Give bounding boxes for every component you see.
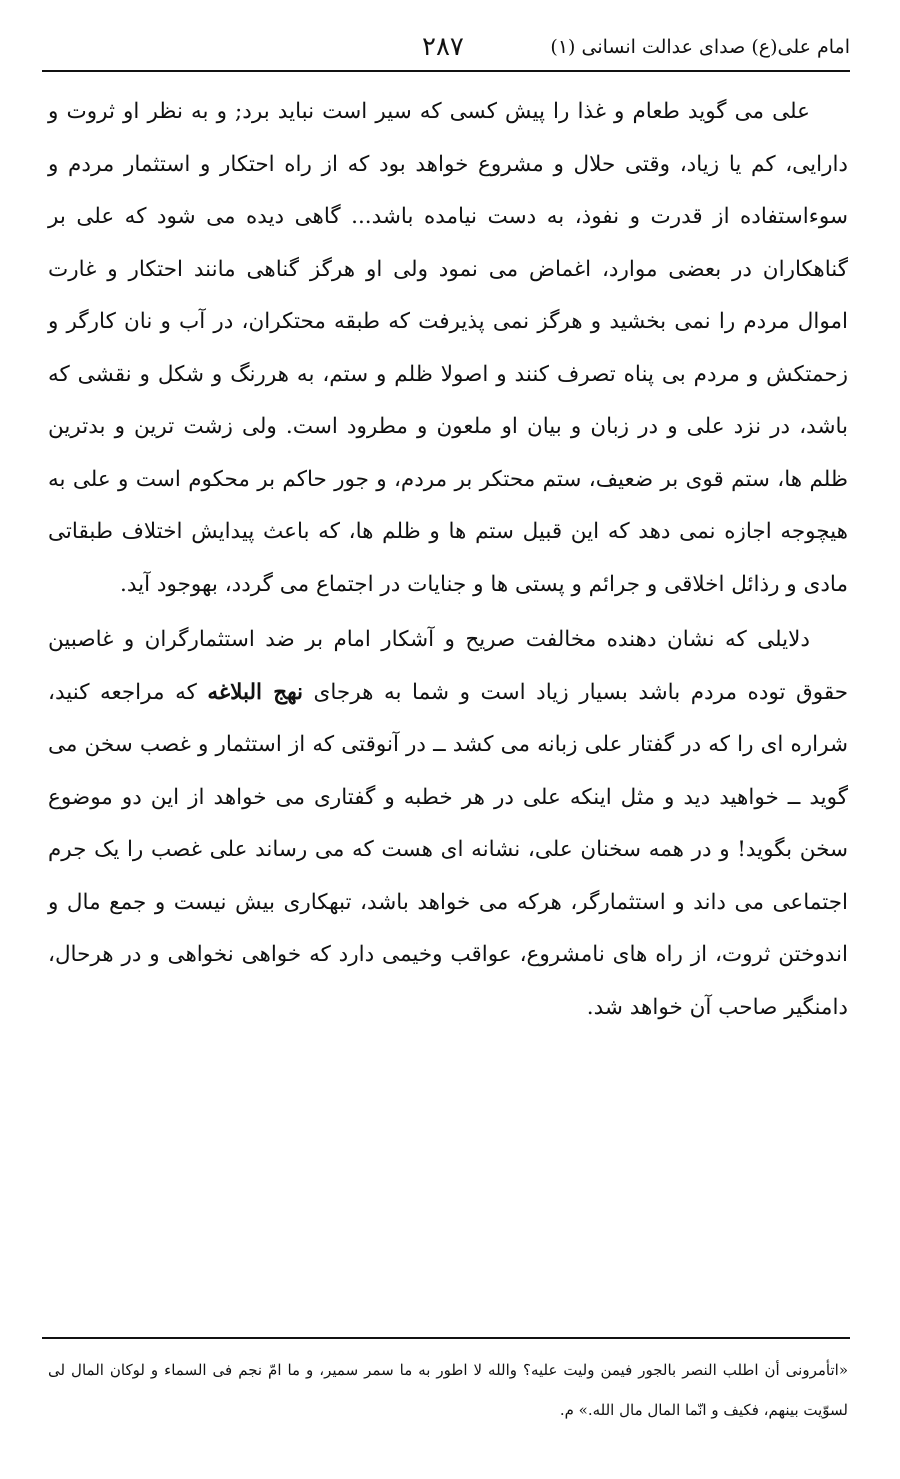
- footnote-divider: [42, 1337, 850, 1339]
- footnote: [48, 1350, 848, 1430]
- paragraph-2-text-end: که مراجعه کنید، شراره ای را که در گفتار علی زبانه می کشد ــ در آنوقتی که از استثمار و غصب سخن می گوید ــ خواهید دید و مثل اینکه علی در هر خطبه و گفتاری می خواهد از این دو موضوع سخن بگوید! و در همه سخنان علی، نشانه ای هست که می رساند علی غصب را یک جرم اجتماعی می داند و استثمارگر، هرکه می خواهد باشد، تبهکاری بیش نیست و جمع مال و اندوختن ثروت، از راه های نامشروع، عواقب وخیمی دارد که خواهی نخواهی و در هرحال، دامنگیر صاحب آن خواهد شد.: [48, 679, 848, 1020]
- paragraph-1: علی می گوید طعام و غذا را پیش کسی که سیر است نباید برد; و به نظر او ثروت و دارایی، کم یا زیاد، وقتی حلال و مشروع خواهد بود که از راه احتکار و استثمار مردم و سوءاستفاده از قدرت و نفوذ، به دست نیامده باشد... گاهی دیده می شود که علی بر گناهکاران در بعضی موارد، اغماض می نمود ولی او هرگز گناهی مانند احتکار و غارت اموال مردم را نمی بخشید و هرگز نمی پذیرفت که طبقه محتکران، در آب و نان کارگر و زحمتکش و مردم بی پناه تصرف کنند و اصولا ظلم و ستم، به هررنگ و شکل و نقشی که باشد، در نزد علی و در زبان و بیان او ملعون و مطرود است. ولی زشت ترین و بدترین ظلم ها، ستم قوی بر ضعیف، ستم محتکر بر مردم، و جور حاکم بر محکوم است و علی به هیچوجه اجازه نمی دهد که این قبیل ستم ها و ظلم ها، که باعث پیدایش اختلاف طبقاتی مادی و رذائل اخلاقی و جرائم و پستی ها و جنایات در اجتماع می گردد، بهوجود آید.: [48, 99, 848, 597]
- main-text: [48, 86, 848, 1034]
- running-head: [42, 30, 850, 68]
- paragraph-2-text-start: دلایلی که نشان دهنده مخالفت صریح و آشکار امام بر ضد استثمارگران و غاصبین حقوق توده مردم باشد بسیار زیاد است و شما به هرجای: [48, 627, 848, 705]
- running-title: امام علی(ع) صدای عدالت انسانی (۱): [550, 36, 850, 58]
- footnote-text: «اتأمرونی أن اطلب النصر بالجور فیمن ولیت علیه؟ والله لا اطور به ما سمر سمیر، و ما امّ نجم فی السماء و لوکان المال لی لسوّیت بینهم، فکیف و انّما المال مال الله.» م.: [48, 1361, 848, 1419]
- paragraph-2: [48, 614, 848, 1034]
- header-divider: [42, 70, 850, 72]
- nahj-al-balagha-term: نهج البلاغه: [207, 679, 303, 705]
- page-number: ۲۸۷: [422, 32, 464, 62]
